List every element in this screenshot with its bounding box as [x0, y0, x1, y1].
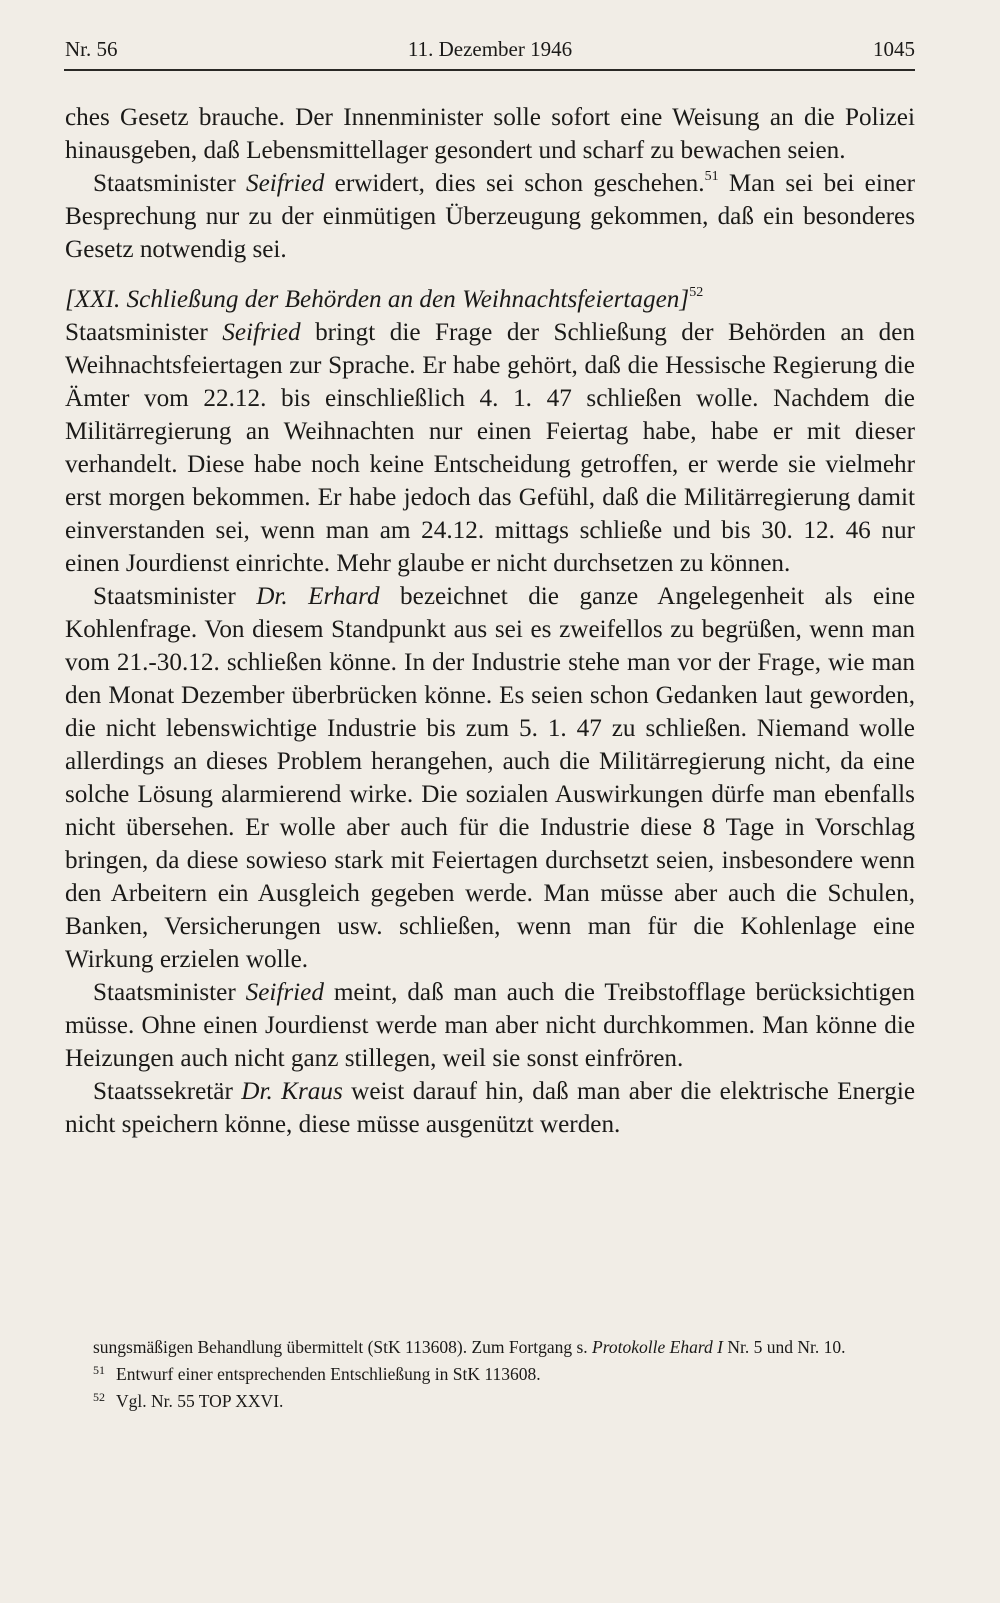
footnote-text: Entwurf einer entsprechenden Entschließung in StK 113608.: [116, 1364, 541, 1384]
footnote-number: 52: [93, 1390, 105, 1404]
speaker-title: Staatsminister: [93, 583, 236, 610]
speaker-name: Seifried: [246, 170, 325, 197]
main-text: [65, 101, 915, 1141]
paragraph: [65, 1075, 915, 1141]
header-date: 11. Dezember 1946: [407, 37, 573, 61]
footnote-ref[interactable]: 51: [704, 168, 719, 184]
speaker-title: Staatsminister: [93, 170, 236, 197]
footnote-ref[interactable]: 52: [689, 284, 704, 300]
speaker-name: Seifried: [245, 979, 324, 1006]
paragraph: [65, 580, 915, 976]
paragraph-text: bezeichnet die ganze Angelegenheit als eine Kohlenfrage. Von diesem Standpunkt aus sei es zweifellos zu begrüßen, wenn man vom 21.-30.12. schließen könne. In der Industrie stehe man vor der Frage, wie man den Monat Dezember überbrücken könne. Es seien schon Gedanken laut geworden, die nicht lebenswichtige Industrie bis zum 5. 1. 47 zu schließen. Niemand wolle allerdings an dieses Problem herangehen, auch die Militärregierung nicht, da eine solche Lösung alarmierend wirke. Die sozialen Auswirkungen dürfe man ebenfalls nicht übersehen. Er wolle aber auch für die Industrie diese 8 Tage in Vorschlag bringen, da diese sowieso stark mit Feiertagen durchsetzt seien, insbesondere wenn den Arbeitern ein Ausgleich gegeben werde. Man müsse aber auch die Schulen, Banken, Versicherungen usw. schließen, wenn man für die Kohlenlage eine Wirkung erzielen wolle.: [65, 583, 915, 973]
footnote-51: [93, 1361, 916, 1388]
speaker-name: Dr. Kraus: [241, 1078, 343, 1105]
footnote-number: 51: [93, 1363, 105, 1377]
running-head: [65, 34, 915, 64]
paragraph-text: Man sei bei einer Besprechung nur zu der einmütigen Überzeugung gekommen, daß ein besonderes Gesetz notwendig sei.: [65, 170, 916, 263]
footnote-text: Vgl. Nr. 55 TOP XXVI.: [116, 1391, 284, 1411]
paragraph: [65, 316, 915, 580]
paragraph-text: erwidert, dies sei schon geschehen.: [334, 170, 705, 197]
speaker-name: Dr. Erhard: [256, 583, 380, 610]
issue-number: Nr. 56: [65, 37, 118, 61]
paragraph: [65, 976, 915, 1075]
paragraph: [65, 167, 915, 266]
section-heading: [65, 283, 915, 316]
footnotes: [93, 1334, 916, 1415]
paragraph-text: bringt die Frage der Schließung der Behörden an den Weihnachtsfeiertagen zur Sprache. Er habe gehört, daß die Hessische Regierung die Ämter vom 22.12. bis einschließlich 4. 1. 47 schließen wolle. Nachdem die Militärregierung an Weihnachten nur einen Feiertag habe, habe er mit dieser verhandelt. Diese habe noch keine Entscheidung getroffen, er werde sie vielmehr erst morgen bekommen. Er habe jedoch das Gefühl, daß die Militärregierung damit einverstanden sei, wenn man am 24.12. mittags schließe und bis 30. 12. 46 nur einen Jourdienst einrichte. Mehr glaube er nicht durchsetzen zu können.: [65, 319, 916, 577]
footnote-continuation: sungsmäßigen Behandlung übermittelt (StK 113608). Zum Fortgang s. Protokolle Ehard I Nr. 5 und Nr. 10.: [93, 1337, 846, 1357]
speaker-title: Staatsminister: [93, 979, 236, 1006]
paragraph: ches Gesetz brauche. Der Innenminister solle sofort eine Weisung an die Polizei hinausgeben, daß Lebensmittellager gesondert und scharf zu bewachen seien.: [65, 104, 915, 164]
cited-title: Protokolle Ehard I: [592, 1337, 723, 1357]
speaker-title: Staatssekretär: [93, 1078, 233, 1105]
speaker-name: Seifried: [222, 319, 301, 346]
paragraph-text: meint, daß man auch die Treibstofflage berücksichtigen müsse. Ohne einen Jourdienst werde man aber nicht durchkommen. Man könne die Heizungen auch nicht ganz stillegen, weil sie sonst einfrören.: [65, 979, 916, 1072]
footnote-52: [93, 1388, 916, 1415]
header-rule: [64, 69, 915, 71]
speaker-title: Staatsminister: [65, 319, 208, 346]
paragraph-text: weist darauf hin, daß man aber die elektrische Energie nicht speichern könne, diese müsse ausgenützt werden.: [65, 1078, 916, 1138]
page-number: 1045: [873, 37, 915, 61]
section-heading-text: [XXI. Schließung der Behörden an den Weihnachtsfeiertagen]: [65, 286, 690, 313]
